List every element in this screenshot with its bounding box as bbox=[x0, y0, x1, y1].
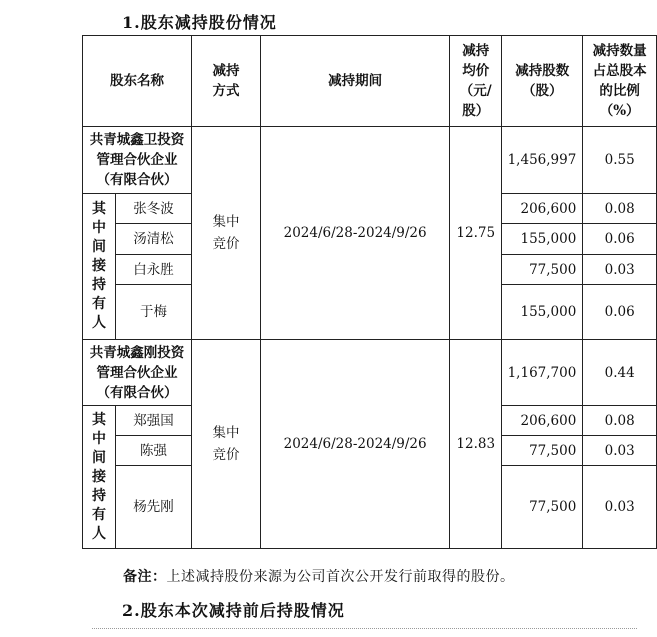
person-shares: 77,500 bbox=[502, 255, 583, 285]
table-note bbox=[123, 566, 515, 586]
indirect-holders-label-1: 其 中 间 接 持 有 人 bbox=[83, 194, 116, 340]
entity-row-2 bbox=[83, 340, 657, 406]
header-method: 减持 方式 bbox=[191, 36, 260, 127]
entity-ratio-2: 0.44 bbox=[583, 340, 657, 406]
person-ratio: 0.06 bbox=[583, 285, 657, 340]
header-row bbox=[83, 36, 657, 127]
note-label: 备注： bbox=[123, 569, 167, 585]
period-1: 2024/6/28-2024/9/26 bbox=[261, 127, 450, 340]
person-shares: 206,600 bbox=[502, 194, 583, 224]
person-ratio: 0.08 bbox=[583, 406, 657, 436]
period-2: 2024/6/28-2024/9/26 bbox=[261, 340, 450, 549]
price-2: 12.83 bbox=[450, 340, 502, 549]
entity-name-1: 共青城鑫卫投资 管理合伙企业 （有限合伙） bbox=[83, 127, 192, 194]
reduction-table bbox=[82, 35, 657, 549]
person-name: 于梅 bbox=[116, 285, 192, 340]
section-1-title: 1.股东减持股份情况 bbox=[122, 13, 277, 32]
person-ratio: 0.03 bbox=[583, 255, 657, 285]
entity-shares-1: 1,456,997 bbox=[502, 127, 583, 194]
header-price: 减持 均价 （元/ 股） bbox=[450, 36, 502, 127]
header-shareholder: 股东名称 bbox=[83, 36, 192, 127]
entity-ratio-1: 0.55 bbox=[583, 127, 657, 194]
method-1: 集中 竞价 bbox=[191, 127, 260, 340]
person-shares: 77,500 bbox=[502, 466, 583, 549]
header-shares: 减持股数 （股） bbox=[502, 36, 583, 127]
person-name: 陈强 bbox=[116, 436, 192, 466]
method-2: 集中 竞价 bbox=[191, 340, 260, 549]
indirect-holders-label-2: 其 中 间 接 持 有 人 bbox=[83, 406, 116, 549]
person-ratio: 0.06 bbox=[583, 224, 657, 255]
person-shares: 77,500 bbox=[502, 436, 583, 466]
person-shares: 206,600 bbox=[502, 406, 583, 436]
entity-row-1 bbox=[83, 127, 657, 194]
price-1: 12.75 bbox=[450, 127, 502, 340]
person-shares: 155,000 bbox=[502, 224, 583, 255]
person-name: 杨先刚 bbox=[116, 466, 192, 549]
person-ratio: 0.03 bbox=[583, 466, 657, 549]
note-text: 上述减持股份来源为公司首次公开发行前取得的股份。 bbox=[166, 569, 515, 585]
header-period: 减持期间 bbox=[261, 36, 450, 127]
person-name: 张冬波 bbox=[116, 194, 192, 224]
entity-shares-2: 1,167,700 bbox=[502, 340, 583, 406]
person-name: 郑强国 bbox=[116, 406, 192, 436]
person-shares: 155,000 bbox=[502, 285, 583, 340]
header-ratio: 减持数量 占总股本 的比例 （%） bbox=[583, 36, 657, 127]
divider bbox=[92, 628, 637, 629]
section-2-title: 2.股东本次减持前后持股情况 bbox=[122, 601, 345, 620]
person-name: 汤清松 bbox=[116, 224, 192, 255]
entity-name-2: 共青城鑫刚投资 管理合伙企业 （有限合伙） bbox=[83, 340, 192, 406]
person-ratio: 0.03 bbox=[583, 436, 657, 466]
person-ratio: 0.08 bbox=[583, 194, 657, 224]
person-name: 白永胜 bbox=[116, 255, 192, 285]
